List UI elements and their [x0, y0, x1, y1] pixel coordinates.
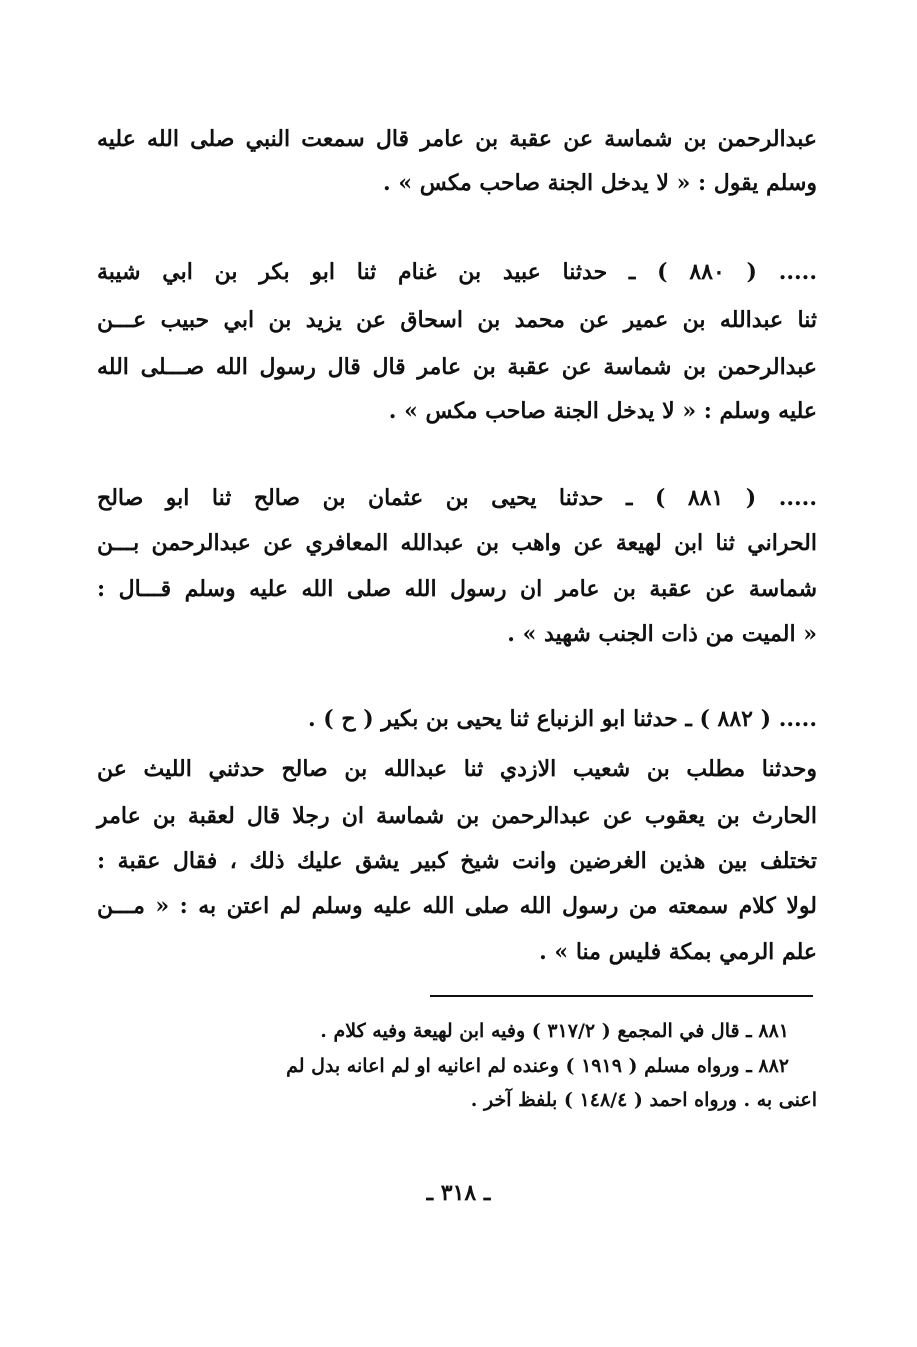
hadith-881-line-1: ..... ( ٨٨١ ) ـ حدثنا يحيى بن عثمان بن صالح ثنا ابو صالح [97, 485, 817, 511]
hadith-882-line-1: ..... ( ٨٨٢ ) ـ حدثنا ابو الزنباع ثنا يحيى بن بكير ( ح ) . [307, 706, 817, 732]
hadith-881-line-2: الحراني ثنا ابن لهيعة عن واهب بن عبدالله المعافري عن عبدالرحمن بـــن [97, 530, 817, 556]
hadith-880-line-4: عليه وسلم : « لا يدخل الجنة صاحب مكس » . [388, 398, 817, 424]
footnote-882-line-1: ٨٨٢ ـ ورواه مسلم ( ١٩١٩ ) وعنده لم اعانيه او لم اعانه بدل لم [286, 1055, 789, 1077]
hadith-881-line-4: « الميت من ذات الجنب شهيد » . [507, 621, 817, 647]
hadith-881-line-3: شماسة عن عقبة بن عامر ان رسول الله صلى الله عليه وسلم قـــال : [97, 576, 817, 602]
footnote-separator [430, 995, 813, 997]
hadith-882-line-4: تختلف بين هذين الغرضين وانت شيخ كبير يشق عليك ذلك ، فقال عقبة : [97, 848, 817, 874]
hadith-882-line-3: الحارث بن يعقوب عن عبدالرحمن بن شماسة ان رجلا قال لعقبة بن عامر [97, 803, 817, 829]
hadith-882-line-5: لولا كلام سمعته من رسول الله صلى الله عليه وسلم لم اعتن به : « مـــن [97, 893, 817, 919]
hadith-880-line-3: عبدالرحمن بن شماسة عن عقبة بن عامر قال قال رسول الله صـــلى الله [97, 354, 817, 380]
footnote-882-line-2: اعنى به . ورواه احمد ( ١٤٨/٤ ) بلفظ آخر . [470, 1089, 817, 1111]
hadith-880-line-2: ثنا عبدالله بن عمير عن محمد بن اسحاق عن يزيد بن ابي حبيب عـــن [97, 307, 817, 333]
footnote-881: ٨٨١ ـ قال في المجمع ( ٣١٧/٢ ) وفيه ابن لهيعة وفيه كلام . [320, 1020, 789, 1042]
page-number: ـ ٣١٨ ـ [426, 1180, 491, 1206]
p1-line-1: عبدالرحمن بن شماسة عن عقبة بن عامر قال سمعت النبي صلى الله عليه [97, 126, 817, 152]
hadith-882-line-6: علم الرمي بمكة فليس منا » . [539, 939, 817, 965]
hadith-882-line-2: وحدثنا مطلب بن شعيب الازدي ثنا عبدالله بن صالح حدثني الليث عن [97, 756, 817, 782]
hadith-880-line-1: ..... ( ٨٨٠ ) ـ حدثنا عبيد بن غنام ثنا ابو بكر بن ابي شيبة [97, 259, 817, 285]
p1-line-2: وسلم يقول : « لا يدخل الجنة صاحب مكس » . [383, 170, 817, 196]
